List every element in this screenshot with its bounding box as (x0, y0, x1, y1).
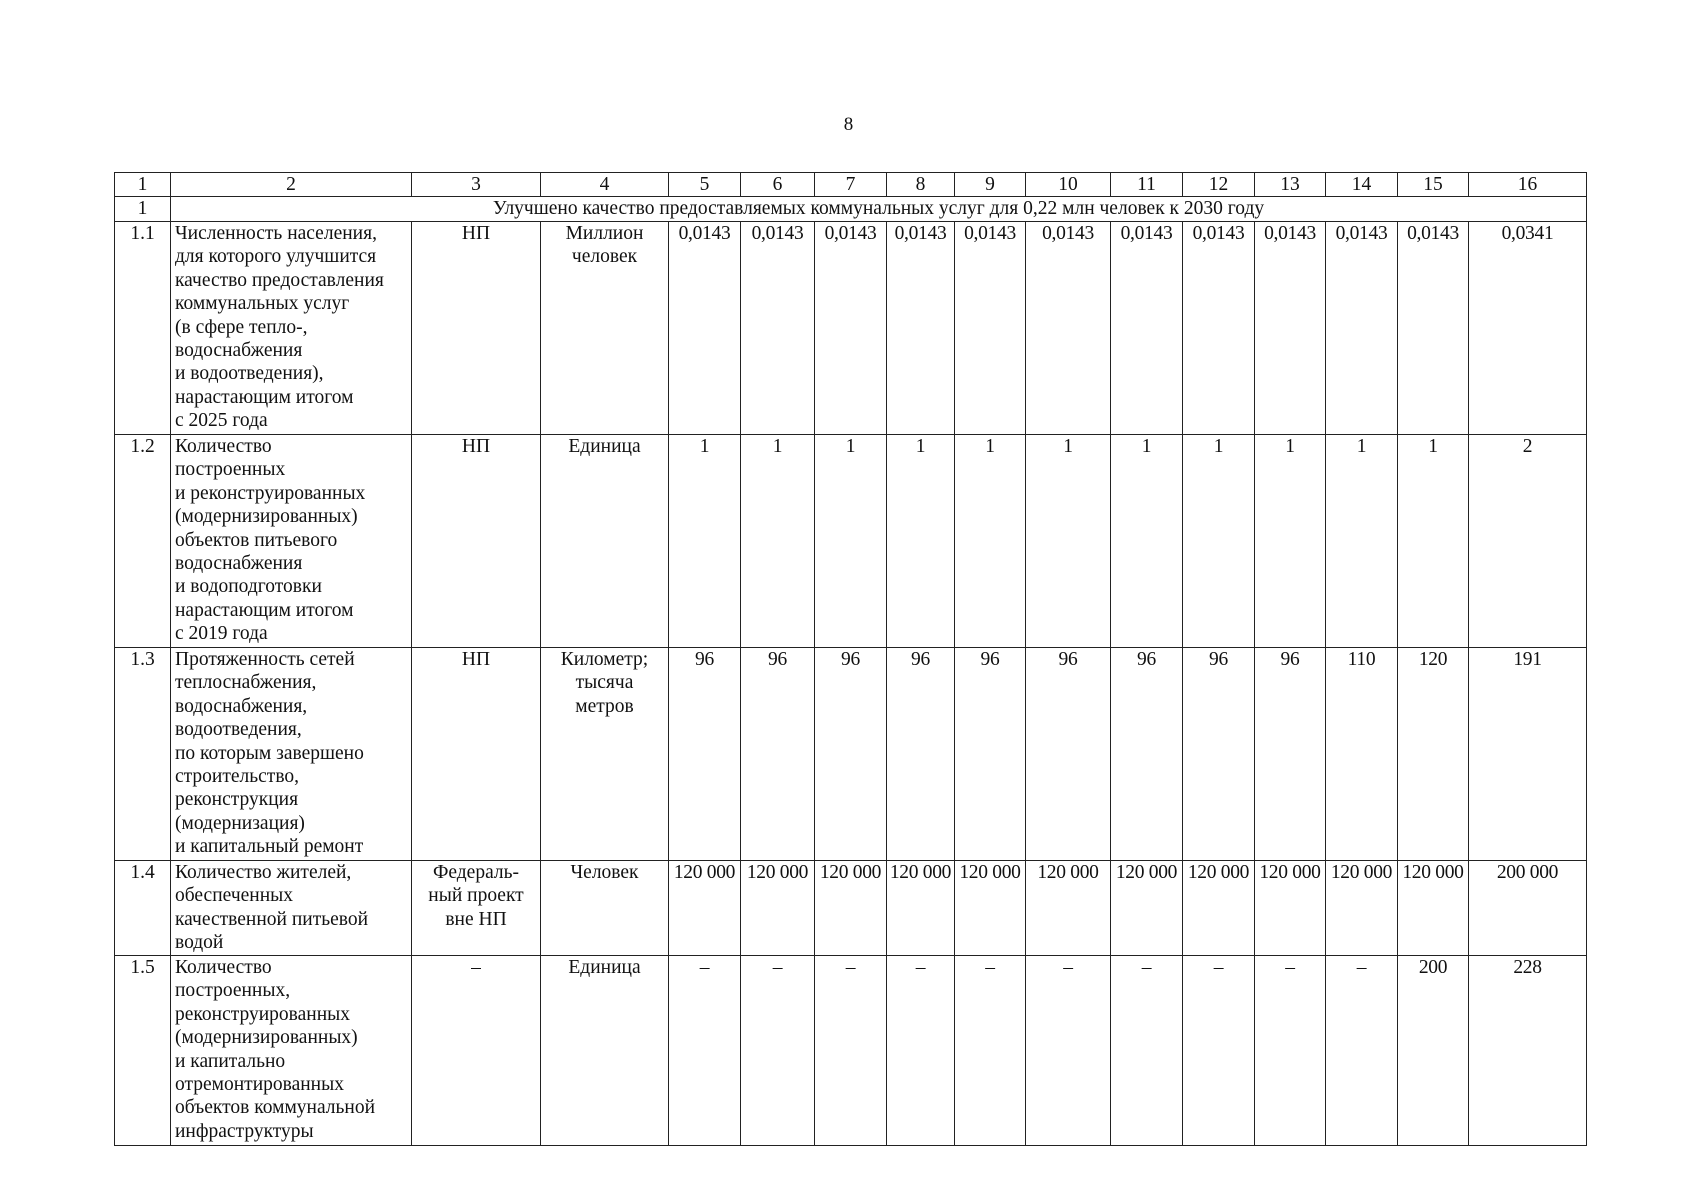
indicator-name-line: и водоподготовки (175, 576, 322, 598)
indicator-name-line: коммунальных услуг (175, 293, 350, 315)
indicator-name-line: нарастающим итогом (175, 599, 354, 621)
indicator-name-line: Количество (175, 957, 272, 978)
indicator-unit-line: Человек (570, 862, 639, 883)
indicator-name-line: и капитально (175, 1050, 286, 1072)
indicator-unit (541, 861, 669, 956)
indicator-name (171, 861, 412, 956)
indicator-name-line: нарастающим итогом (175, 386, 354, 408)
indicator-name-line: водой (175, 932, 224, 954)
indicator-unit-line: тысяча (575, 672, 634, 694)
page-number: 8 (843, 114, 854, 135)
indicator-name-line: инфраструктуры (175, 1120, 314, 1142)
indicator-unit (541, 222, 669, 435)
indicator-name-line: Количество жителей, (175, 862, 352, 883)
indicator-value: 228 (1469, 956, 1587, 1146)
indicator-value: 1 (1326, 435, 1398, 648)
indicator-number: 1.3 (115, 648, 171, 861)
indicator-value: 0,0143 (1326, 222, 1398, 435)
indicator-value: 120 000 (1026, 861, 1111, 956)
column-number-row (115, 173, 1587, 197)
indicator-value: 96 (1111, 648, 1183, 861)
indicator-value: 1 (741, 435, 815, 648)
column-number: 10 (1026, 173, 1111, 197)
indicator-row (115, 435, 1587, 648)
indicator-value: 0,0143 (887, 222, 955, 435)
column-number: 13 (1255, 173, 1326, 197)
indicator-value: 0,0143 (741, 222, 815, 435)
indicator-name-line: (в сфере тепло-, (175, 316, 308, 338)
indicator-value: – (1111, 956, 1183, 1146)
column-number: 8 (887, 173, 955, 197)
indicator-name-line: с 2019 года (175, 623, 268, 645)
indicator-value: 96 (669, 648, 741, 861)
column-number: 1 (115, 173, 171, 197)
indicator-unit (541, 648, 669, 861)
indicator-value: 0,0143 (1111, 222, 1183, 435)
indicator-unit-line: метров (575, 695, 634, 717)
indicator-value: 120 000 (815, 861, 887, 956)
column-number: 2 (171, 173, 412, 197)
indicator-value: 0,0341 (1469, 222, 1587, 435)
indicator-value: 1 (1111, 435, 1183, 648)
indicator-source (412, 222, 541, 435)
indicator-name-line: и капитальный ремонт (175, 836, 364, 858)
indicator-name-line: с 2025 года (175, 410, 268, 432)
indicator-name-line: и реконструированных (175, 482, 366, 504)
indicator-value: – (1183, 956, 1255, 1146)
indicator-name-line: (модернизированных) (175, 1027, 358, 1049)
indicator-name-line: качественной питьевой (175, 908, 369, 930)
indicator-unit (541, 435, 669, 648)
indicator-value: 96 (1255, 648, 1326, 861)
indicator-value: 96 (1183, 648, 1255, 861)
indicator-value: 1 (1398, 435, 1469, 648)
column-number: 4 (541, 173, 669, 197)
indicator-source (412, 956, 541, 1146)
indicator-source-line: ный проект (428, 885, 524, 907)
indicator-unit-line: Миллион (565, 223, 644, 244)
indicator-value: 120 000 (669, 861, 741, 956)
column-number: 14 (1326, 173, 1398, 197)
indicator-name-line: водоснабжения, (175, 695, 308, 717)
indicator-name-line: качество предоставления (175, 269, 384, 291)
indicator-value: – (815, 956, 887, 1146)
indicator-name-line: объектов питьевого (175, 529, 338, 551)
indicator-value: 96 (955, 648, 1026, 861)
indicator-value: 1 (1026, 435, 1111, 648)
indicator-value: – (887, 956, 955, 1146)
indicator-unit-line: Единица (568, 436, 641, 457)
indicator-name-line: Количество (175, 436, 272, 457)
indicator-value: 0,0143 (1026, 222, 1111, 435)
indicator-number: 1.5 (115, 956, 171, 1146)
indicator-name-line: водоснабжения (175, 553, 303, 575)
indicator-name (171, 222, 412, 435)
indicators-table (114, 172, 1587, 1146)
indicator-name-line: (модернизация) (175, 812, 305, 834)
indicator-number: 1.4 (115, 861, 171, 956)
indicator-rows (115, 222, 1587, 1146)
indicator-value: 96 (815, 648, 887, 861)
indicator-name-line: для которого улучшится (175, 246, 377, 268)
indicator-name-line: водоотведения, (175, 719, 302, 741)
indicator-source-line: НП (461, 436, 491, 457)
indicator-row (115, 222, 1587, 435)
indicator-value: 0,0143 (1183, 222, 1255, 435)
indicator-value: 0,0143 (955, 222, 1026, 435)
indicator-value: 120 000 (955, 861, 1026, 956)
indicator-value: 191 (1469, 648, 1587, 861)
indicator-value: – (1326, 956, 1398, 1146)
indicator-value: 96 (887, 648, 955, 861)
indicator-value: 120 000 (1398, 861, 1469, 956)
indicator-row (115, 861, 1587, 956)
indicator-value: 120 000 (1326, 861, 1398, 956)
indicator-unit-line: Километр; (560, 649, 649, 670)
indicator-value: 120 000 (1255, 861, 1326, 956)
indicator-value: 200 (1398, 956, 1469, 1146)
section-number: 1 (115, 197, 171, 222)
indicator-value: 0,0143 (815, 222, 887, 435)
indicator-value: 120 000 (887, 861, 955, 956)
indicator-name-line: объектов коммунальной (175, 1097, 376, 1119)
section-row (115, 197, 1587, 222)
column-number: 5 (669, 173, 741, 197)
indicator-unit-line: Единица (568, 957, 641, 978)
indicator-source (412, 861, 541, 956)
indicator-value: 120 000 (1111, 861, 1183, 956)
indicator-source (412, 648, 541, 861)
column-number: 16 (1469, 173, 1587, 197)
indicator-value: 120 000 (741, 861, 815, 956)
indicator-number: 1.1 (115, 222, 171, 435)
indicator-row (115, 648, 1587, 861)
section-title: Улучшено качество предоставляемых коммунальных услуг для 0,22 млн человек к 2030 году (171, 197, 1587, 222)
indicator-value: 1 (669, 435, 741, 648)
indicator-value: 1 (955, 435, 1026, 648)
indicator-name-line: (модернизированных) (175, 506, 358, 528)
indicator-value: 0,0143 (1398, 222, 1469, 435)
indicator-value: – (955, 956, 1026, 1146)
indicator-name (171, 435, 412, 648)
indicator-source-line: вне НП (445, 908, 507, 930)
indicator-value: 120 (1398, 648, 1469, 861)
indicator-source-line: НП (461, 649, 491, 670)
indicator-value: 120 000 (1183, 861, 1255, 956)
indicator-source (412, 435, 541, 648)
indicator-name-line: реконструкция (175, 789, 299, 811)
indicator-value: – (1255, 956, 1326, 1146)
column-number: 15 (1398, 173, 1469, 197)
indicator-name-line: и водоотведения), (175, 363, 324, 385)
indicator-source-line: НП (461, 223, 491, 244)
indicator-row (115, 956, 1587, 1146)
indicator-value: 96 (741, 648, 815, 861)
column-number: 12 (1183, 173, 1255, 197)
indicator-name-line: строительство, (175, 766, 300, 788)
indicator-name-line: построенных, (175, 980, 291, 1002)
indicator-name-line: теплоснабжения, (175, 672, 317, 694)
indicator-unit (541, 956, 669, 1146)
indicator-name-line: отремонтированных (175, 1074, 344, 1096)
column-number: 3 (412, 173, 541, 197)
column-number: 11 (1111, 173, 1183, 197)
indicator-name-line: реконструированных (175, 1003, 350, 1025)
indicator-value: 200 000 (1469, 861, 1587, 956)
indicator-name (171, 648, 412, 861)
indicator-name-line: Протяженность сетей (175, 649, 355, 670)
indicator-value: 0,0143 (1255, 222, 1326, 435)
indicator-value: 96 (1026, 648, 1111, 861)
indicator-value: – (669, 956, 741, 1146)
indicator-value: 1 (1255, 435, 1326, 648)
indicator-value: 1 (887, 435, 955, 648)
indicator-name-line: по которым завершено (175, 742, 364, 764)
indicator-source-line: Федераль- (432, 862, 520, 883)
indicator-value: 110 (1326, 648, 1398, 861)
indicator-name-line: построенных (175, 459, 286, 481)
column-number: 7 (815, 173, 887, 197)
indicator-name (171, 956, 412, 1146)
indicator-unit-line: человек (571, 246, 638, 268)
indicator-number: 1.2 (115, 435, 171, 648)
indicator-name-line: обеспеченных (175, 885, 293, 907)
indicator-value: – (1026, 956, 1111, 1146)
column-number: 9 (955, 173, 1026, 197)
indicator-name-line: водоснабжения (175, 340, 303, 362)
column-number: 6 (741, 173, 815, 197)
indicator-value: 1 (1183, 435, 1255, 648)
indicator-value: 1 (815, 435, 887, 648)
indicator-name-line: Численность населения, (175, 223, 377, 244)
indicator-value: 2 (1469, 435, 1587, 648)
indicator-value: 0,0143 (669, 222, 741, 435)
indicator-source-line: – (471, 957, 481, 978)
indicator-value: – (741, 956, 815, 1146)
